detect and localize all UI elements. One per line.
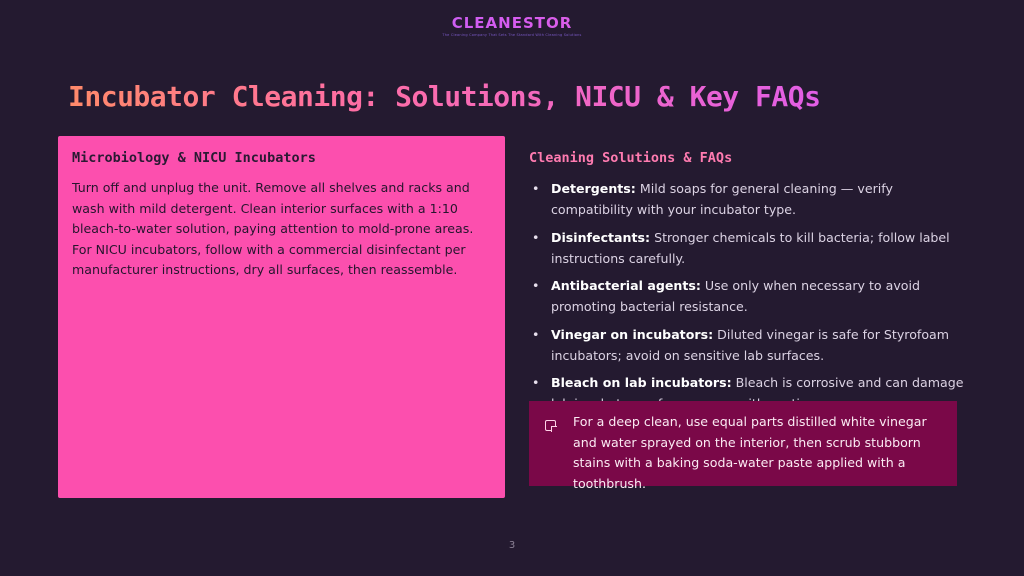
page-title: Incubator Cleaning: Solutions, NICU & Key FAQs <box>68 80 821 113</box>
tip-text: For a deep clean, use equal parts distilled white vinegar and water sprayed on the interior, then scrub stubborn stains with a baking soda-water paste applied with a toothbrush. <box>573 414 927 491</box>
item-term: Detergents: <box>551 181 636 196</box>
faq-heading: Cleaning Solutions & FAQs <box>529 150 733 166</box>
card-heading: Microbiology & NICU Incubators <box>72 150 316 166</box>
item-text: Stronger chemicals to kill bacteria; follow label instructions carefully. <box>551 229 950 266</box>
item-term: Bleach on lab incubators: <box>551 375 732 390</box>
note-icon <box>545 420 556 431</box>
list-item <box>529 227 969 269</box>
list-item <box>529 324 969 366</box>
item-term: Antibacterial agents: <box>551 278 701 293</box>
page-number: 3 <box>508 540 516 551</box>
nicu-card <box>58 136 505 498</box>
brand-name: CLEANESTOR <box>0 14 1024 32</box>
item-term: Vinegar on incubators: <box>551 326 714 342</box>
item-text: Use only when necessary to avoid promoting bacterial resistance. <box>551 278 920 314</box>
brand-logo <box>0 14 1024 37</box>
list-item <box>529 275 969 317</box>
item-text: Bleach is corrosive and can damage <box>735 375 964 390</box>
brand-tagline: The Cleaning Company That Sets The Standard With Cleaning Solutions <box>442 33 582 37</box>
faq-list <box>529 178 969 421</box>
item-text: Mild soaps for general cleaning — verify compatibility with your incubator type. <box>551 181 893 217</box>
card-body: Turn off and unplug the unit. Remove all shelves and racks and wash with mild detergent. Clean interior surfaces with a 1:10 bleach-to-water solution, paying attention to mold-prone areas. For NICU incubators, follow with a commercial disinfectant per manufacturer instructions, dry all surfaces, then reassemble. <box>72 180 474 277</box>
tip-callout <box>529 401 957 491</box>
item-text: Diluted vinegar is safe for Styrofoam incubators; avoid on sensitive lab surfaces. <box>551 326 950 363</box>
item-term: Disinfectants: <box>551 229 651 245</box>
list-item <box>529 178 969 220</box>
